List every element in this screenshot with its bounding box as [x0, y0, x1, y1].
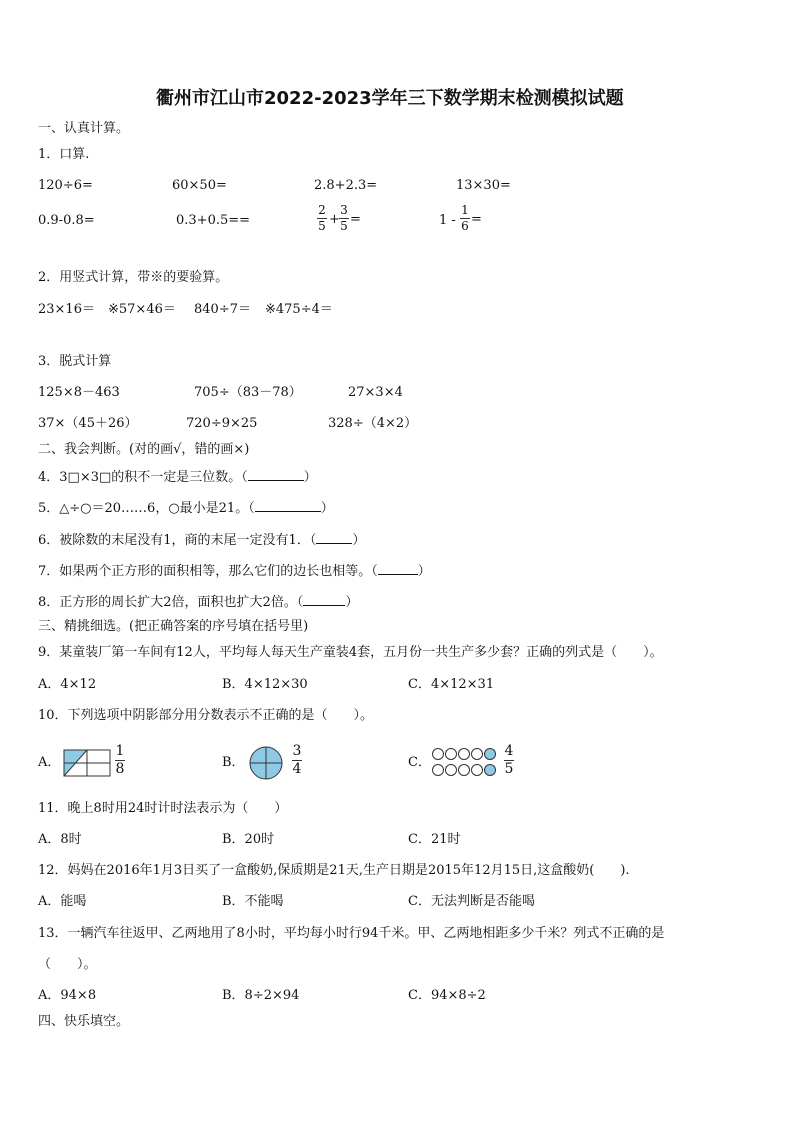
fraction — [292, 744, 302, 777]
fraction-denominator: 6 — [461, 219, 469, 233]
question-text-end: ） — [352, 533, 366, 548]
question-text-end: ） — [417, 564, 431, 579]
step-calc-item: 37×（45＋26） — [38, 416, 138, 431]
section-heading-1: 一、认真计算。 — [38, 121, 130, 136]
mental-calc-item: 0.9-0.8= — [38, 213, 95, 228]
question-text-end: ） — [303, 470, 317, 485]
section-heading-2: 二、我会判断。(对的画√，错的画×) — [38, 442, 250, 457]
circle — [459, 765, 470, 776]
shaded-rectangle-figure — [63, 749, 111, 777]
question-8 — [38, 593, 358, 611]
question-text: 6．被除数的末尾没有1，商的末尾一定没有1．（ — [38, 533, 317, 548]
step-calc-item: 328÷（4×2） — [328, 416, 418, 431]
mental-calc-item: 120÷6= — [38, 178, 93, 193]
option-a[interactable]: A．94×8 — [38, 988, 97, 1003]
circle — [446, 749, 457, 760]
question-13-continued: （ ）。 — [38, 957, 97, 972]
question-text: 5．△÷○＝20……6，○最小是21。（ — [38, 501, 255, 516]
mental-calc-item: 0.3+0.5== — [176, 213, 251, 228]
fraction-denominator: 5 — [318, 219, 326, 233]
fraction — [460, 204, 470, 233]
step-calc-item: 27×3×4 — [348, 385, 403, 400]
fraction-numerator: 3 — [340, 203, 348, 217]
step-calc-item: 125×8－463 — [38, 385, 120, 400]
fraction-numerator: 4 — [504, 743, 514, 759]
question-6 — [38, 531, 365, 549]
answer-blank[interactable] — [248, 468, 304, 481]
question-13: 13．一辆汽车往返甲、乙两地用了8小时，平均每小时行94千米。甲、乙两地相距多少千米？列式不正确的是 — [38, 926, 665, 941]
step-calc-item: 705÷（83－78） — [194, 385, 302, 400]
question-11: 11．晚上8时用24时计时法表示为（ ） — [38, 801, 288, 816]
plus-sign: + — [329, 212, 340, 227]
answer-blank[interactable] — [378, 562, 418, 575]
fraction-numerator: 2 — [318, 203, 326, 217]
question-text: 4．3□×3□的积不一定是三位数。（ — [38, 470, 248, 485]
vertical-calc-item: ※57×46＝ — [108, 302, 176, 317]
mental-calc-item: 1 - — [439, 213, 456, 228]
fraction-denominator: 5 — [340, 219, 348, 233]
equals-sign: = — [350, 212, 361, 227]
answer-blank[interactable] — [303, 593, 345, 606]
step-calc-item: 720÷9×25 — [186, 416, 258, 431]
vertical-calc-item: 23×16＝ — [38, 302, 95, 317]
fraction — [115, 744, 125, 777]
question-5 — [38, 499, 334, 517]
option-c[interactable]: C．94×8÷2 — [408, 988, 486, 1003]
question-7 — [38, 562, 431, 580]
answer-blank[interactable] — [316, 531, 352, 544]
question-1: 1．口算. — [38, 147, 90, 162]
question-2: 2．用竖式计算，带※的要验算。 — [38, 270, 229, 285]
fraction — [504, 744, 514, 777]
fraction-denominator: 5 — [504, 761, 514, 777]
circle — [472, 765, 483, 776]
mental-calc-item: 60×50= — [172, 178, 227, 193]
fraction-denominator: 8 — [115, 761, 125, 777]
mental-calc-item: 13×30= — [456, 178, 511, 193]
option-b[interactable]: B．4×12×30 — [222, 677, 308, 692]
fraction — [339, 204, 349, 233]
option-c[interactable]: C．无法判断是否能喝 — [408, 894, 535, 909]
question-text: 8．正方形的周长扩大2倍，面积也扩大2倍。（ — [38, 595, 304, 610]
option-b[interactable]: B．8÷2×94 — [222, 988, 300, 1003]
fraction-numerator: 1 — [461, 203, 469, 217]
section-heading-4: 四、快乐填空。 — [38, 1014, 130, 1029]
shaded-circle — [485, 765, 496, 776]
question-3: 3．脱式计算 — [38, 354, 112, 369]
circle — [459, 749, 470, 760]
question-12: 12．妈妈在2016年1月3日买了一盒酸奶,保质期是21天,生产日期是2015年12月15日,这盒酸奶( ). — [38, 863, 630, 878]
circle — [433, 749, 444, 760]
section-heading-3: 三、精挑细选。(把正确答案的序号填在括号里) — [38, 619, 309, 634]
fraction-numerator: 3 — [292, 743, 302, 759]
option-b[interactable]: B． — [222, 755, 245, 770]
mental-calc-item: 2.8+2.3= — [314, 178, 378, 193]
fraction-numerator: 1 — [115, 743, 125, 759]
shaded-circle — [485, 749, 496, 760]
vertical-calc-item: 840÷7＝ — [194, 302, 251, 317]
circle — [446, 765, 457, 776]
fraction-denominator: 4 — [292, 761, 302, 777]
option-a[interactable]: A． — [38, 755, 61, 770]
question-9: 9．某童装厂第一车间有12人，平均每人每天生产童装4套，五月份一共生产多少套？正确的列式是（ ）。 — [38, 645, 663, 660]
fraction — [317, 204, 327, 233]
circle — [472, 749, 483, 760]
option-b[interactable]: B．不能喝 — [222, 894, 284, 909]
circle — [433, 765, 444, 776]
circles-figure — [430, 746, 500, 778]
option-a[interactable]: A．8时 — [38, 832, 82, 847]
option-a[interactable]: A．能喝 — [38, 894, 87, 909]
option-c[interactable]: C．4×12×31 — [408, 677, 495, 692]
answer-blank[interactable] — [255, 499, 321, 512]
question-text: 7．如果两个正方形的面积相等，那么它们的边长也相等。（ — [38, 564, 378, 579]
option-c[interactable]: C．21时 — [408, 832, 461, 847]
question-10: 10．下列选项中阴影部分用分数表示不正确的是（ ）。 — [38, 708, 374, 723]
question-text-end: ） — [320, 501, 334, 516]
question-4 — [38, 468, 317, 486]
option-b[interactable]: B．20时 — [222, 832, 275, 847]
option-c[interactable]: C． — [408, 755, 431, 770]
page-title: 衢州市江山市2022-2023学年三下数学期末检测模拟试题 — [156, 88, 624, 109]
vertical-calc-item: ※475÷4＝ — [265, 302, 333, 317]
equals-sign: = — [471, 212, 482, 227]
option-a[interactable]: A．4×12 — [38, 677, 97, 692]
question-text-end: ） — [345, 595, 359, 610]
shaded-circle-figure — [248, 745, 284, 781]
